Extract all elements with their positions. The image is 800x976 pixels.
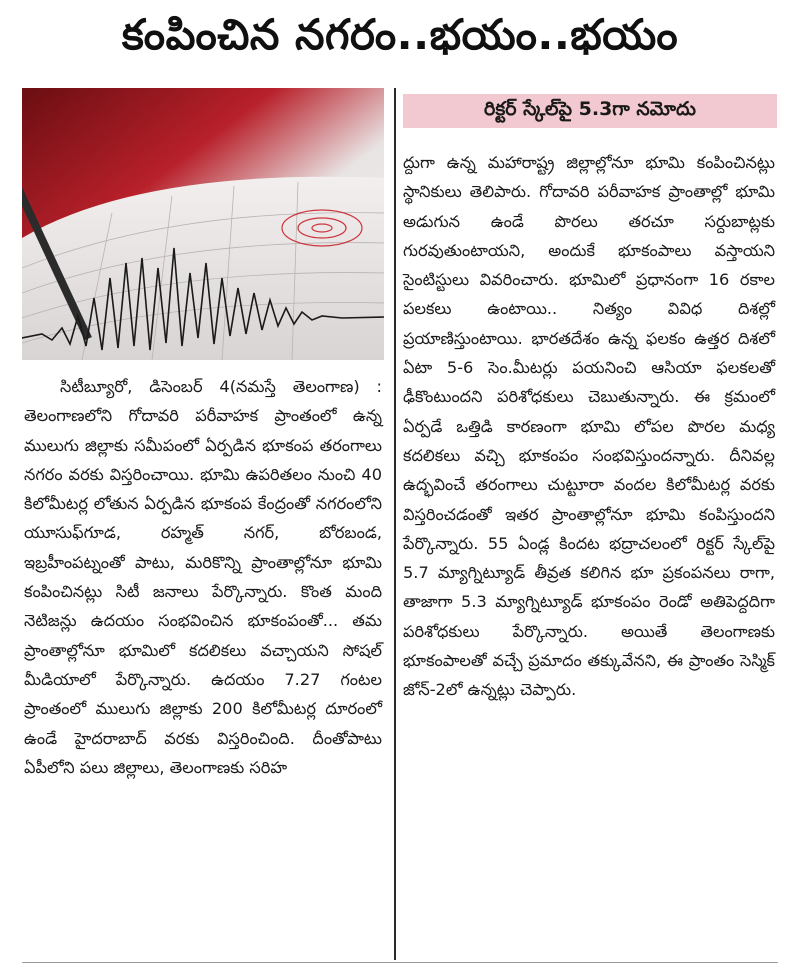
column-divider <box>394 88 396 960</box>
bottom-rule <box>22 962 778 963</box>
article-column-right: ద్దుగా ఉన్న మహారాష్ట్ర జిల్లాల్లోనూ భూమి కంపించినట్లు స్థానికులు తెలిపారు. గోదావరి పరీవాహక ప్రాంతాల్లో భూమి అడుగున ఉండే పొరలు తరచూ సర్దుబాట్లకు గురవుతుంటాయని, అందుకే భూకంపాలు వస్తాయని సైంటిస్టులు వివరించారు. భూమిలో ప్రధానంగా 16 రకాల పలకలు ఉంటాయి.. నిత్యం వివిధ దిశల్లో ప్రయాణిస్తుంటాయి. భారతదేశం ఉన్న ఫలకం ఉత్తర దిశలో ఏటా 5-6 సెం.మీటర్లు పయనించి ఆసియా ఫలకలతో ఢీకొంటుందని పరిశోధకులు చెబుతున్నారు. ఈ క్రమంలో ఏర్పడే ఒత్తిడి కారణంగా భూమి లోపల పొరల మధ్య కదలికలు వచ్చి భూకంపం సంభవిస్తుందన్నారు. దీనివల్ల ఉద్భవించే తరంగాలు చుట్టూరా వందల కిలోమీటర్ల వరకు విస్తరించడంతో ఇతర ప్రాంతాల్లోనూ భూమి కంపిస్తుందని పేర్కొన్నారు. 55 ఏండ్ల కిందట భద్రాచలంలో రిక్టర్ స్కేల్‌పై 5.7 మ్యాగ్నిట్యూడ్ తీవ్రత కలిగిన భూ ప్రకంపనలు రాగా, తాజాగా 5.3 మ్యాగ్నిట్యూడ్ భూకంపం రెండో అతిపెద్దదిగా పరిశోధకులు పేర్కొన్నారు. అయితే తెలంగాణకు భూకంపాలతో వచ్చే ప్రమాదం తక్కువేనని, ఈ ప్రాంతం సెస్మిక్ జోన్-2లో ఉన్నట్లు చెప్పారు. <box>403 153 775 700</box>
subheadline-banner: రిక్టర్ స్కేల్‌పై 5.3గా నమోదు <box>403 94 777 128</box>
seismograph-illustration <box>22 88 384 360</box>
seismograph-image <box>22 88 384 360</box>
article-column-left: సిటీబ్యూరో, డిసెంబర్ 4(నమస్తే తెలంగాణ) : తెలంగాణలోని గోదావరి పరీవాహక ప్రాంతంలో ఉన్న ములుగు జిల్లాకు సమీపంలో ఏర్పడిన భూకంప తరంగాలు నగరం వరకు విస్తరించాయి. భూమి ఉపరితలం నుంచి 40 కిలోమీటర్ల లోతున ఏర్పడిన భూకంప కేంద్రంతో నగరంలోని యూసుఫ్‌గూడ, రహ్మత్ నగర్, బోరబండ, ఇబ్రహీంపట్నంతో పాటు, మరికొన్ని ప్రాంతాల్లోనూ భూమి కంపించినట్లు సిటీ జనాలు పేర్కొన్నారు. కొంత మంది నెటిజన్లు ఉదయం సంభవించిన భూకంపంతో... తమ ప్రాంతాల్లోనూ భూమిలో కదలికలు వచ్చాయని సోషల్ మీడియాలో పేర్కొన్నారు. ఉదయం 7.27 గంటల ప్రాంతంలో ములుగు జిల్లాకు 200 కిలోమీటర్ల దూరంలో ఉండే హైదరాబాద్ వరకు విస్తరించింది. దీంతోపాటు ఏపీలోని పలు జిల్లాలు, తెలంగాణకు సరిహ <box>24 377 382 777</box>
headline: కంపించిన నగరం..భయం..భయం <box>121 10 679 59</box>
